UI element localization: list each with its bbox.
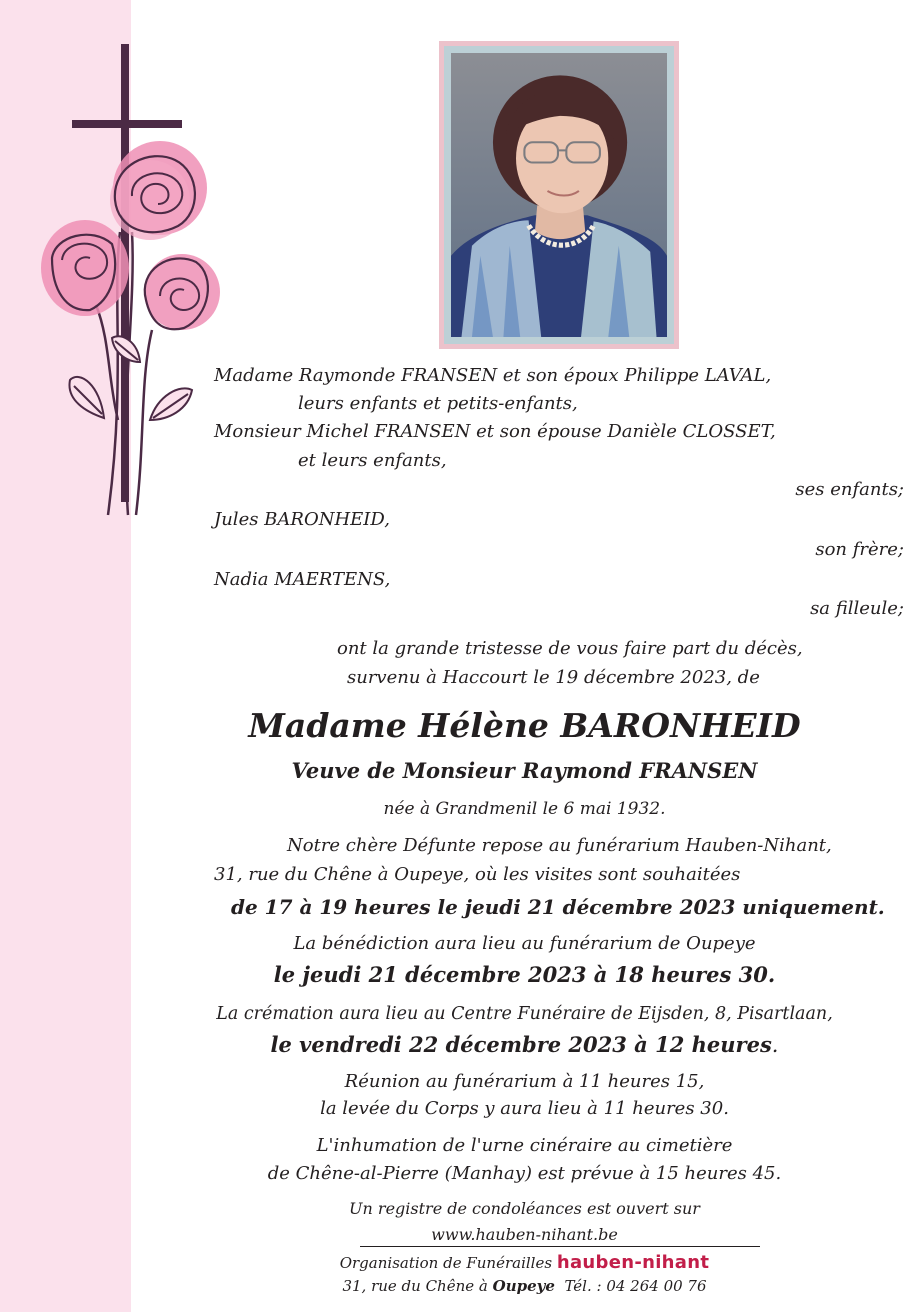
- relation-children: ses enfants;: [795, 479, 904, 500]
- blessing-date: le jeudi 21 décembre 2023 à 18 heures 30.: [273, 962, 776, 987]
- phone-number: Tél. : 04 264 00 76: [564, 1277, 707, 1295]
- footer-organisation: [131, 1252, 918, 1273]
- widow-of: Veuve de Monsieur Raymond FRANSEN: [291, 758, 758, 783]
- footer-divider: [360, 1246, 760, 1247]
- cross-and-roses-illustration: [0, 0, 230, 530]
- portrait-photo-frame: [439, 41, 679, 349]
- deceased-name: Madame Hélène BARONHEID: [248, 706, 801, 745]
- family-line-2: leurs enfants et petits-enfants,: [298, 393, 578, 414]
- address-prefix: 31, rue du Chêne à: [342, 1277, 488, 1295]
- blessing-line: La bénédiction aura lieu au funérarium de Oupeye: [293, 933, 756, 954]
- cremation-date-row: [131, 1032, 918, 1058]
- announcement-line-2: survenu à Haccourt le 19 décembre 2023, de: [347, 667, 760, 688]
- sibling-name: Jules BARONHEID,: [214, 509, 390, 530]
- rose-icon: [41, 220, 129, 316]
- rest-line-2: 31, rue du Chêne à Oupeye, où les visites sont souhaitées: [214, 864, 741, 885]
- meeting-line-1: Réunion au funérarium à 11 heures 15,: [344, 1071, 705, 1092]
- visit-hours: de 17 à 19 heures le jeudi 21 décembre 2023 uniquement.: [231, 895, 885, 919]
- leaf-icon: [69, 336, 192, 420]
- rest-line-1: Notre chère Défunte repose au funérarium Hauben-Nihant,: [287, 835, 832, 856]
- cremation-period: .: [771, 1033, 779, 1057]
- rose-icon: [144, 254, 220, 330]
- cremation-line: La crémation aura lieu au Centre Funéraire de Eijsden, 8, Pisartlaan,: [216, 1004, 833, 1024]
- relation-brother: son frère;: [815, 539, 904, 560]
- brand-logo: hauben-nihant: [556, 1252, 710, 1273]
- relation-goddaughter: sa filleule;: [810, 598, 904, 619]
- cross-horizontal: [72, 120, 182, 128]
- organisation-label: Organisation de Funérailles: [339, 1254, 553, 1272]
- address-city: Oupeye: [492, 1277, 555, 1295]
- burial-line-1: L'inhumation de l'urne cinéraire au cimetière: [316, 1135, 733, 1156]
- footer-address: [131, 1277, 918, 1295]
- register-line: Un registre de condoléances est ouvert sur: [349, 1199, 700, 1218]
- family-line-3: Monsieur Michel FRANSEN et son épouse Danièle CLOSSET,: [214, 421, 776, 442]
- register-url[interactable]: www.hauben-nihant.be: [431, 1225, 618, 1244]
- cremation-date: le vendredi 22 décembre 2023 à 12 heures: [270, 1032, 772, 1057]
- portrait-photo: [451, 53, 667, 337]
- family-line-1: Madame Raymonde FRANSEN et son époux Philippe LAVAL,: [214, 365, 772, 386]
- meeting-line-2: la levée du Corps y aura lieu à 11 heures 30.: [320, 1098, 729, 1119]
- birth-info: née à Grandmenil le 6 mai 1932.: [383, 799, 666, 819]
- burial-line-2: de Chêne-al-Pierre (Manhay) est prévue à 15 heures 45.: [267, 1163, 782, 1184]
- goddaughter-name: Nadia MAERTENS,: [214, 569, 391, 590]
- family-line-4: et leurs enfants,: [298, 450, 447, 471]
- announcement-line-1: ont la grande tristesse de vous faire part du décès,: [337, 638, 803, 659]
